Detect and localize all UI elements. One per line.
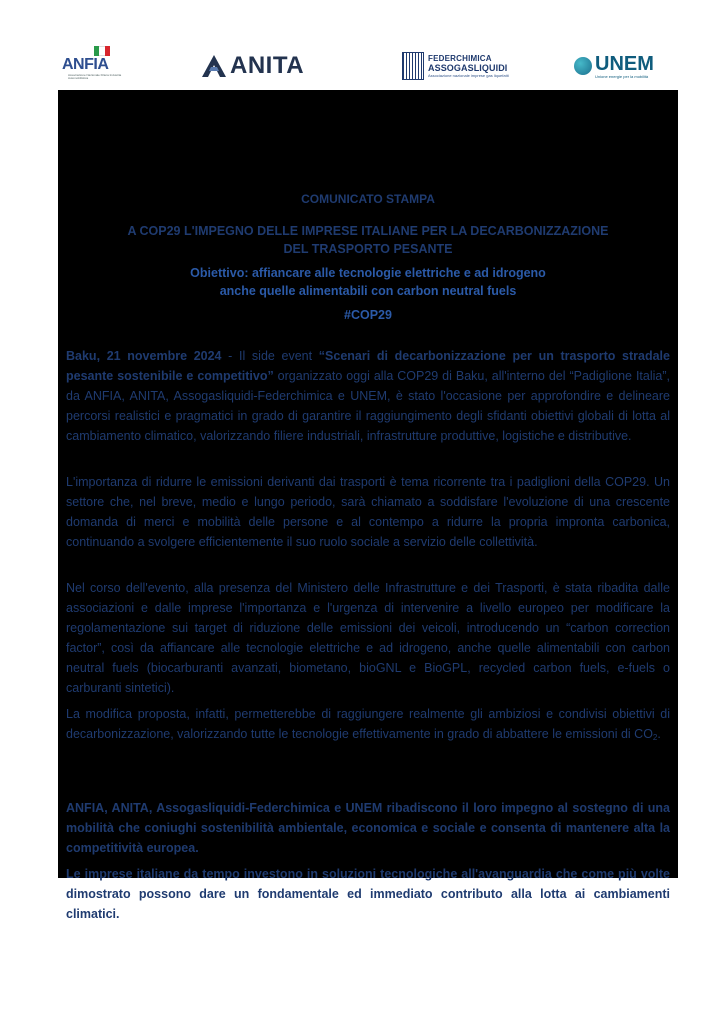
- anita-logo: [200, 44, 324, 88]
- objective-line-2: anche quelle alimentabili con carbon neutral fuels: [219, 284, 517, 298]
- italian-flag-icon: [94, 46, 110, 56]
- intro-text: organizzato oggi alla COP29 di Baku, all'interno del “Padiglione Italia”, da ANFIA, ANITA, Assogasliquidi-Federchimica e UNEM, è stato l'occasione per approfondire e delineare percorsi realistici e pragmatici in grado di garantire il raggiungimento degli sfidanti obiettivi globali di lotta al cambiamento climatico, valorizzando filiere industriali, infrastrutture produttive, logistiche e distributive.: [66, 369, 670, 443]
- proposal-text: La modifica proposta, infatti, permetterebbe di raggiungere realmente gli ambiziosi e condivisi obiettivi di decarbonizzazione, valorizzando tutte le tecnologie effettivamente in grado di abbattere le emissioni di CO: [66, 707, 670, 741]
- paragraph-proposal: [66, 704, 670, 748]
- paragraph-commitment: ANFIA, ANITA, Assogasliquidi-Federchimica e UNEM ribadiscono il loro impegno al sostegno di una mobilità che coniughi sostenibilità ambientale, economica e sociale e consenta di mantenere alta la competitività europea.: [66, 801, 670, 855]
- proposal-end: .: [657, 727, 661, 741]
- anita-mark-icon: [200, 53, 228, 79]
- federchimica-emblem-icon: [402, 52, 424, 80]
- paragraph-event: Nel corso dell'evento, alla presenza del Ministero delle Infrastrutture e dei Trasporti, è stata ribadita dalle associazioni e dalle imprese l'importanza e l'urgenza di intervenire a livello europeo per modificare la regolamentazione sui target di riduzione delle emissioni dei veicoli, introducendo un “carbon correction factor”, così da affiancare alle tecnologie elettriche e ad idrogeno, anche quelle alimentabili con carbon neutral fuels (biocarburanti avanzati, biometano, bioGNL e BioGPL, recycled carbon fuels, e-fuels o carburanti sintetici).: [66, 581, 670, 695]
- logo-bar: [58, 42, 678, 90]
- unem-logo: [574, 44, 674, 88]
- federchimica-assogasliquidi-logo: [402, 44, 520, 88]
- unem-wordmark: UNEM: [595, 52, 654, 75]
- dateline: Baku, 21 novembre 2024: [66, 349, 222, 363]
- federchimica-line1: FEDERCHIMICA: [428, 54, 492, 63]
- federchimica-line2: ASSOGASLIQUIDI: [428, 63, 508, 73]
- anita-wordmark: ANITA: [230, 52, 305, 79]
- unem-tagline: Unione energie per la mobilità: [595, 73, 649, 79]
- anfia-wordmark: ANFIA: [62, 56, 109, 73]
- headline-line-2: DEL TRASPORTO PESANTE: [283, 242, 453, 256]
- intro-connector: - Il side event: [221, 349, 319, 363]
- event-title: “Scenari di decarbonizzazione per un trasporto stradale pesante sostenibile e competitivo”: [66, 349, 670, 383]
- objective-line-1: Obiettivo: affiancare alle tecnologie elettriche e ad idrogeno: [190, 266, 546, 280]
- headline-line-1: A COP29 L'IMPEGNO DELLE IMPRESE ITALIANE PER LA DECARBONIZZAZIONE: [127, 224, 609, 238]
- press-release-page: [58, 42, 678, 921]
- anfia-logo: [60, 44, 126, 88]
- paragraph-importance: L'importanza di ridurre le emissioni derivanti dai trasporti è tema ricorrente tra i padiglioni della COP29. Un settore che, nel breve, medio e lungo periodo, sarà chiamato a soddisfare l'evoluzione di una crescente domanda di merci e mobilità delle persone e al contempo a ridurre la propria impronta carbonica, continuando a svolgere efficientemente il suo ruolo sociale a servizio delle collettività.: [66, 475, 670, 549]
- document-label: COMUNICATO STAMPA: [301, 192, 435, 206]
- paragraph-intro: [66, 346, 670, 446]
- paragraph-investment: Le imprese italiane da tempo investono in soluzioni tecnologiche all'avanguardia che come più volte dimostrato possono dare un fondamentale ed immediato contributo alla lotta ai cambiamenti climatici.: [66, 867, 670, 921]
- press-release-content: [58, 90, 678, 921]
- hashtag: #COP29: [344, 308, 392, 322]
- unem-globe-icon: [574, 57, 592, 75]
- anfia-subtitle: Associazione Nazionale Filiera Industria Automobilistica: [68, 73, 122, 81]
- co2-subscript: 2: [652, 733, 658, 742]
- federchimica-line3: Associazione nazionale imprese gas liquefatti: [428, 73, 509, 78]
